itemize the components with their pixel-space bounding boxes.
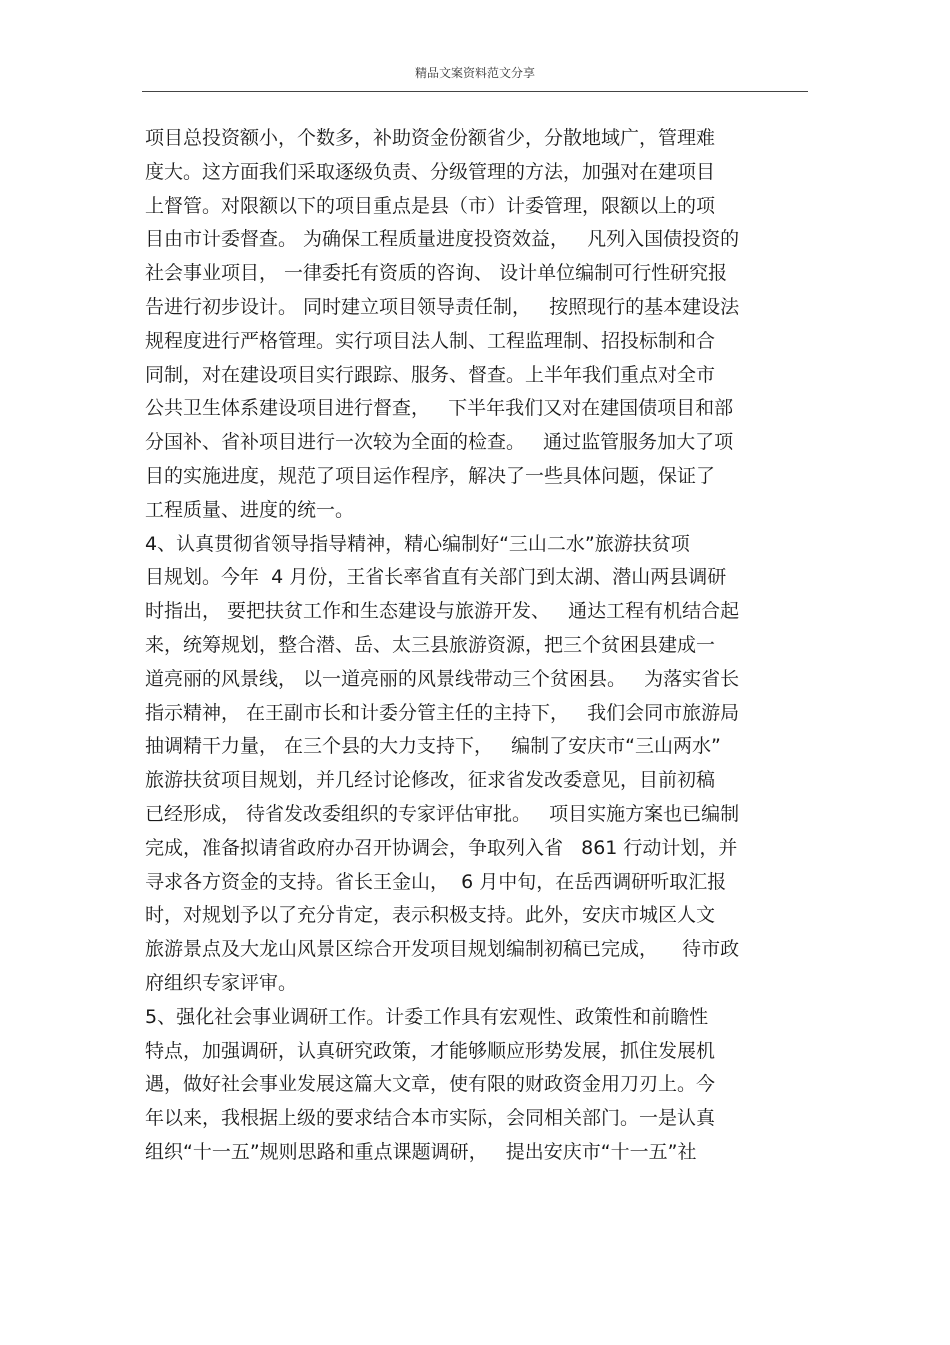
text-line: 同制，对在建设项目实行跟踪、服务、督查。上半年我们重点对全市 — [145, 363, 716, 386]
text-line: 完成，准备拟请省政府办召开协调会，争取列入省 861 行动计划，并 — [145, 836, 738, 859]
text-line: 时，对规划予以了充分肯定，表示积极支持。此外，安庆市城区人文 — [145, 904, 716, 927]
header-divider — [142, 91, 808, 92]
text-line: 旅游景点及大龙山风景区综合开发项目规划编制初稿已完成， 待市政 — [145, 938, 740, 961]
text-line: 告进行初步设计。 同时建立项目领导责任制， 按照现行的基本建设法 — [145, 295, 740, 318]
document-body — [145, 122, 807, 1170]
text-line: 5、强化社会事业调研工作。计委工作具有宏观性、政策性和前瞻性 — [145, 1005, 709, 1028]
text-line: 旅游扶贫项目规划，并几经讨论修改，征求省发改委意见，目前初稿 — [145, 769, 716, 792]
text-line: 工程质量、进度的统一。 — [145, 498, 355, 521]
text-line: 抽调精干力量， 在三个县的大力支持下， 编制了安庆市“三山两水” — [145, 735, 721, 758]
text-line: 公共卫生体系建设项目进行督查， 下半年我们又对在建国债项目和部 — [145, 397, 734, 420]
text-line: 寻求各方资金的支持。省长王金山， 6 月中旬，在岳西调研听取汇报 — [145, 870, 727, 893]
text-line: 项目总投资额小，个数多，补助资金份额省少，分散地域广，管理难 — [145, 127, 716, 149]
text-line: 指示精神， 在王副市长和计委分管主任的主持下， 我们会同市旅游局 — [145, 701, 740, 724]
text-line: 来，统筹规划，整合潜、岳、太三县旅游资源，把三个贫困县建成一 — [145, 633, 716, 656]
text-line: 遇，做好社会事业发展这篇大文章，使有限的财政资金用刀刃上。今 — [145, 1073, 716, 1096]
text-line: 目规划。今年 4 月份，王省长率省直有关部门到太湖、潜山两县调研 — [145, 566, 727, 589]
page-header: 精品文案资料范文分享 — [414, 66, 535, 80]
text-line: 目的实施进度，规范了项目运作程序，解决了一些具体问题，保证了 — [145, 464, 716, 487]
text-line: 府组织专家评审。 — [145, 971, 298, 994]
text-line: 4、认真贯彻省领导指导精神，精心编制好“三山二水”旅游扶贫项 — [145, 532, 690, 555]
text-line: 分国补、省补项目进行一次较为全面的检查。 通过监管服务加大了项 — [145, 431, 734, 454]
text-line: 组织“十一五”规则思路和重点课题调研， 提出安庆市“十一五”社 — [145, 1140, 697, 1163]
text-line: 度大。这方面我们采取逐级负责、分级管理的方法，加强对在建项目 — [145, 160, 716, 183]
text-line: 时指出， 要把扶贫工作和生态建设与旅游开发、 通达工程有机结合起 — [145, 600, 740, 623]
text-line: 社会事业项目， 一律委托有资质的咨询、 设计单位编制可行性研究报 — [145, 262, 728, 285]
text-line: 年以来，我根据上级的要求结合本市实际，会同相关部门。一是认真 — [145, 1107, 716, 1130]
text-line: 已经形成， 待省发改委组织的专家评估审批。 项目实施方案也已编制 — [145, 802, 740, 825]
text-line: 目由市计委督查。 为确保工程质量进度投资效益， 凡列入国债投资的 — [145, 228, 740, 251]
text-line: 特点，加强调研，认真研究政策，才能够顺应形势发展，抓住发展机 — [145, 1039, 716, 1062]
text-line: 上督管。对限额以下的项目重点是县（市）计委管理，限额以上的项 — [145, 194, 716, 217]
text-line: 道亮丽的风景线， 以一道亮丽的风景线带动三个贫困县。 为落实省长 — [145, 667, 740, 690]
text-line: 规程度进行严格管理。实行项目法人制、工程监理制、招投标制和合 — [145, 329, 716, 352]
